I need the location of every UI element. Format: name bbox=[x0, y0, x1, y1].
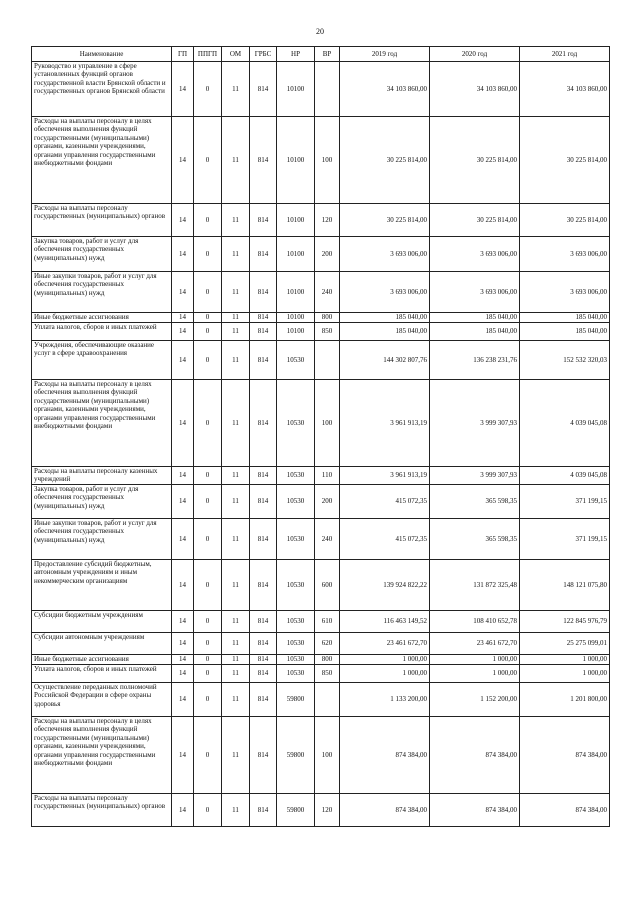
cell-gp: 14 bbox=[172, 380, 194, 467]
cell-2020: 185 040,00 bbox=[430, 313, 520, 323]
cell-2019: 415 072,35 bbox=[340, 519, 430, 560]
cell-2021: 874 384,00 bbox=[520, 717, 610, 794]
cell-2020: 185 040,00 bbox=[430, 323, 520, 341]
cell-grbs: 814 bbox=[250, 313, 277, 323]
cell-om: 11 bbox=[222, 117, 250, 204]
cell-ppgp: 0 bbox=[194, 683, 222, 717]
cell-2021: 3 693 006,00 bbox=[520, 237, 610, 272]
cell-vr: 100 bbox=[315, 117, 340, 204]
cell-2019: 1 000,00 bbox=[340, 655, 430, 665]
cell-gp: 14 bbox=[172, 794, 194, 827]
table-row bbox=[32, 665, 610, 683]
cell-gp: 14 bbox=[172, 519, 194, 560]
cell-2019: 3 961 913,19 bbox=[340, 380, 430, 467]
cell-2019: 139 924 822,22 bbox=[340, 560, 430, 611]
cell-2021: 4 039 045,08 bbox=[520, 467, 610, 485]
cell-ppgp: 0 bbox=[194, 237, 222, 272]
cell-nr: 10530 bbox=[277, 665, 315, 683]
cell-vr: 240 bbox=[315, 519, 340, 560]
cell-2021: 1 000,00 bbox=[520, 665, 610, 683]
cell-om: 11 bbox=[222, 519, 250, 560]
cell-vr bbox=[315, 62, 340, 117]
cell-grbs: 814 bbox=[250, 611, 277, 633]
cell-2019: 1 000,00 bbox=[340, 665, 430, 683]
cell-om: 11 bbox=[222, 633, 250, 655]
table-row bbox=[32, 117, 610, 204]
cell-grbs: 814 bbox=[250, 665, 277, 683]
cell-om: 11 bbox=[222, 204, 250, 237]
cell-2021: 148 121 075,80 bbox=[520, 560, 610, 611]
cell-vr: 200 bbox=[315, 485, 340, 519]
cell-2021: 152 532 320,03 bbox=[520, 341, 610, 380]
header-name: Наименование bbox=[32, 47, 172, 62]
cell-2019: 3 693 006,00 bbox=[340, 272, 430, 313]
cell-name: Расходы на выплаты персоналу казенных учреждений bbox=[32, 467, 172, 485]
table-row bbox=[32, 62, 610, 117]
table-row bbox=[32, 237, 610, 272]
cell-nr: 10530 bbox=[277, 380, 315, 467]
cell-om: 11 bbox=[222, 560, 250, 611]
cell-name: Иные закупки товаров, работ и услуг для обеспечения государственных (муниципальных) нужд bbox=[32, 519, 172, 560]
cell-nr: 10530 bbox=[277, 485, 315, 519]
cell-name: Расходы на выплаты персоналу государственных (муниципальных) органов bbox=[32, 204, 172, 237]
header-vr: ВР bbox=[315, 47, 340, 62]
budget-table bbox=[31, 46, 610, 827]
cell-nr: 10100 bbox=[277, 117, 315, 204]
cell-2021: 1 000,00 bbox=[520, 655, 610, 665]
cell-grbs: 814 bbox=[250, 237, 277, 272]
cell-2020: 874 384,00 bbox=[430, 717, 520, 794]
cell-om: 11 bbox=[222, 717, 250, 794]
cell-2021: 874 384,00 bbox=[520, 794, 610, 827]
cell-name: Расходы на выплаты персоналу государственных (муниципальных) органов bbox=[32, 794, 172, 827]
cell-name: Осуществление переданных полномочий Российской Федерации в сфере охраны здоровья bbox=[32, 683, 172, 717]
cell-2021: 185 040,00 bbox=[520, 313, 610, 323]
cell-om: 11 bbox=[222, 341, 250, 380]
cell-2020: 3 999 307,93 bbox=[430, 380, 520, 467]
cell-gp: 14 bbox=[172, 665, 194, 683]
cell-gp: 14 bbox=[172, 467, 194, 485]
table-row bbox=[32, 313, 610, 323]
cell-om: 11 bbox=[222, 794, 250, 827]
cell-ppgp: 0 bbox=[194, 665, 222, 683]
cell-vr: 800 bbox=[315, 313, 340, 323]
cell-om: 11 bbox=[222, 237, 250, 272]
cell-2019: 874 384,00 bbox=[340, 794, 430, 827]
cell-ppgp: 0 bbox=[194, 380, 222, 467]
table-row bbox=[32, 683, 610, 717]
cell-vr bbox=[315, 683, 340, 717]
cell-name: Руководство и управление в сфере установленных функций органов государственной власти Брянской области и государственных органов Брянской области bbox=[32, 62, 172, 117]
table-row bbox=[32, 717, 610, 794]
cell-vr: 850 bbox=[315, 323, 340, 341]
cell-2019: 3 961 913,19 bbox=[340, 467, 430, 485]
cell-nr: 10530 bbox=[277, 341, 315, 380]
cell-vr bbox=[315, 341, 340, 380]
cell-gp: 14 bbox=[172, 237, 194, 272]
cell-nr: 59800 bbox=[277, 794, 315, 827]
cell-gp: 14 bbox=[172, 611, 194, 633]
cell-2019: 30 225 814,00 bbox=[340, 204, 430, 237]
cell-2019: 23 461 672,70 bbox=[340, 633, 430, 655]
cell-gp: 14 bbox=[172, 341, 194, 380]
cell-gp: 14 bbox=[172, 717, 194, 794]
cell-2020: 874 384,00 bbox=[430, 794, 520, 827]
cell-om: 11 bbox=[222, 323, 250, 341]
table-row bbox=[32, 341, 610, 380]
cell-name: Расходы на выплаты персоналу в целях обеспечения выполнения функций государственными (муниципальными) органами, казенными учреждениями, органами управления государственными внебюджетными фондами bbox=[32, 380, 172, 467]
cell-2020: 365 598,35 bbox=[430, 519, 520, 560]
cell-2021: 371 199,15 bbox=[520, 519, 610, 560]
cell-grbs: 814 bbox=[250, 204, 277, 237]
cell-2019: 144 302 807,76 bbox=[340, 341, 430, 380]
cell-2020: 3 999 307,93 bbox=[430, 467, 520, 485]
cell-2020: 1 000,00 bbox=[430, 655, 520, 665]
table-row bbox=[32, 655, 610, 665]
cell-2021: 30 225 814,00 bbox=[520, 117, 610, 204]
cell-2021: 371 199,15 bbox=[520, 485, 610, 519]
cell-gp: 14 bbox=[172, 204, 194, 237]
cell-ppgp: 0 bbox=[194, 117, 222, 204]
cell-2019: 116 463 149,52 bbox=[340, 611, 430, 633]
cell-2019: 874 384,00 bbox=[340, 717, 430, 794]
cell-2020: 1 152 200,00 bbox=[430, 683, 520, 717]
cell-2020: 30 225 814,00 bbox=[430, 204, 520, 237]
header-grbs: ГРБС bbox=[250, 47, 277, 62]
cell-ppgp: 0 bbox=[194, 560, 222, 611]
cell-grbs: 814 bbox=[250, 794, 277, 827]
table-row bbox=[32, 633, 610, 655]
cell-2021: 4 039 045,08 bbox=[520, 380, 610, 467]
table-row bbox=[32, 485, 610, 519]
cell-vr: 120 bbox=[315, 794, 340, 827]
cell-grbs: 814 bbox=[250, 560, 277, 611]
cell-2020: 131 872 325,48 bbox=[430, 560, 520, 611]
table-row bbox=[32, 794, 610, 827]
page-number: 20 bbox=[316, 27, 324, 36]
cell-nr: 10530 bbox=[277, 611, 315, 633]
cell-grbs: 814 bbox=[250, 323, 277, 341]
cell-om: 11 bbox=[222, 62, 250, 117]
cell-2021: 30 225 814,00 bbox=[520, 204, 610, 237]
header-row bbox=[32, 47, 610, 62]
cell-name: Иные закупки товаров, работ и услуг для обеспечения государственных (муниципальных) нужд bbox=[32, 272, 172, 313]
cell-ppgp: 0 bbox=[194, 313, 222, 323]
cell-om: 11 bbox=[222, 665, 250, 683]
cell-vr: 800 bbox=[315, 655, 340, 665]
cell-2019: 185 040,00 bbox=[340, 313, 430, 323]
cell-2021: 1 201 800,00 bbox=[520, 683, 610, 717]
cell-name: Расходы на выплаты персоналу в целях обеспечения выполнения функций государственными (муниципальными) органами, казенными учреждениями, органами управления государственными внебюджетными фондами bbox=[32, 117, 172, 204]
table-body bbox=[32, 62, 610, 827]
cell-nr: 10530 bbox=[277, 467, 315, 485]
cell-nr: 10100 bbox=[277, 323, 315, 341]
cell-grbs: 814 bbox=[250, 117, 277, 204]
cell-nr: 10100 bbox=[277, 313, 315, 323]
cell-om: 11 bbox=[222, 485, 250, 519]
cell-2020: 30 225 814,00 bbox=[430, 117, 520, 204]
cell-2020: 23 461 672,70 bbox=[430, 633, 520, 655]
cell-vr: 620 bbox=[315, 633, 340, 655]
cell-vr: 200 bbox=[315, 237, 340, 272]
cell-name: Закупка товаров, работ и услуг для обеспечения государственных (муниципальных) нужд bbox=[32, 485, 172, 519]
table-row bbox=[32, 204, 610, 237]
cell-ppgp: 0 bbox=[194, 633, 222, 655]
cell-2019: 3 693 006,00 bbox=[340, 237, 430, 272]
cell-grbs: 814 bbox=[250, 519, 277, 560]
cell-nr: 10100 bbox=[277, 237, 315, 272]
cell-vr: 120 bbox=[315, 204, 340, 237]
cell-nr: 10530 bbox=[277, 633, 315, 655]
cell-om: 11 bbox=[222, 380, 250, 467]
table-row bbox=[32, 519, 610, 560]
cell-om: 11 bbox=[222, 272, 250, 313]
cell-vr: 240 bbox=[315, 272, 340, 313]
cell-ppgp: 0 bbox=[194, 272, 222, 313]
header-om: ОМ bbox=[222, 47, 250, 62]
cell-grbs: 814 bbox=[250, 341, 277, 380]
header-2020: 2020 год bbox=[430, 47, 520, 62]
cell-name: Расходы на выплаты персоналу в целях обеспечения выполнения функций государственными (муниципальными) органами, казенными учреждениями, органами управления государственными внебюджетными фондами bbox=[32, 717, 172, 794]
cell-ppgp: 0 bbox=[194, 794, 222, 827]
cell-2021: 3 693 006,00 bbox=[520, 272, 610, 313]
cell-name: Иные бюджетные ассигнования bbox=[32, 655, 172, 665]
cell-gp: 14 bbox=[172, 272, 194, 313]
cell-2021: 25 275 099,01 bbox=[520, 633, 610, 655]
cell-vr: 110 bbox=[315, 467, 340, 485]
table-row bbox=[32, 611, 610, 633]
cell-gp: 14 bbox=[172, 485, 194, 519]
cell-ppgp: 0 bbox=[194, 717, 222, 794]
cell-nr: 10530 bbox=[277, 655, 315, 665]
cell-2020: 108 410 652,78 bbox=[430, 611, 520, 633]
header-nr: НР bbox=[277, 47, 315, 62]
cell-nr: 59800 bbox=[277, 683, 315, 717]
cell-grbs: 814 bbox=[250, 485, 277, 519]
header-ppgp: ППГП bbox=[194, 47, 222, 62]
cell-vr: 100 bbox=[315, 717, 340, 794]
cell-2020: 1 000,00 bbox=[430, 665, 520, 683]
header-2019: 2019 год bbox=[340, 47, 430, 62]
cell-ppgp: 0 bbox=[194, 341, 222, 380]
cell-ppgp: 0 bbox=[194, 467, 222, 485]
cell-gp: 14 bbox=[172, 560, 194, 611]
cell-ppgp: 0 bbox=[194, 611, 222, 633]
cell-vr: 100 bbox=[315, 380, 340, 467]
cell-name: Учреждения, обеспечивающие оказание услуг в сфере здравоохранения bbox=[32, 341, 172, 380]
cell-om: 11 bbox=[222, 611, 250, 633]
cell-grbs: 814 bbox=[250, 380, 277, 467]
cell-ppgp: 0 bbox=[194, 204, 222, 237]
cell-2019: 1 133 200,00 bbox=[340, 683, 430, 717]
cell-2019: 185 040,00 bbox=[340, 323, 430, 341]
cell-vr: 600 bbox=[315, 560, 340, 611]
table-row bbox=[32, 380, 610, 467]
cell-gp: 14 bbox=[172, 313, 194, 323]
cell-ppgp: 0 bbox=[194, 485, 222, 519]
cell-gp: 14 bbox=[172, 62, 194, 117]
cell-2020: 136 238 231,76 bbox=[430, 341, 520, 380]
cell-name: Иные бюджетные ассигнования bbox=[32, 313, 172, 323]
cell-name: Предоставление субсидий бюджетным, автономным учреждениям и иным некоммерческим организациям bbox=[32, 560, 172, 611]
cell-grbs: 814 bbox=[250, 683, 277, 717]
cell-name: Субсидии автономным учреждениям bbox=[32, 633, 172, 655]
table-row bbox=[32, 560, 610, 611]
cell-ppgp: 0 bbox=[194, 62, 222, 117]
cell-name: Субсидии бюджетным учреждениям bbox=[32, 611, 172, 633]
cell-ppgp: 0 bbox=[194, 519, 222, 560]
cell-nr: 10100 bbox=[277, 204, 315, 237]
cell-nr: 10530 bbox=[277, 519, 315, 560]
cell-om: 11 bbox=[222, 467, 250, 485]
cell-grbs: 814 bbox=[250, 62, 277, 117]
cell-name: Уплата налогов, сборов и иных платежей bbox=[32, 323, 172, 341]
cell-ppgp: 0 bbox=[194, 323, 222, 341]
cell-2020: 365 598,35 bbox=[430, 485, 520, 519]
cell-om: 11 bbox=[222, 683, 250, 717]
cell-vr: 610 bbox=[315, 611, 340, 633]
cell-vr: 850 bbox=[315, 665, 340, 683]
cell-nr: 10530 bbox=[277, 560, 315, 611]
cell-2021: 34 103 860,00 bbox=[520, 62, 610, 117]
cell-gp: 14 bbox=[172, 117, 194, 204]
cell-2019: 415 072,35 bbox=[340, 485, 430, 519]
cell-gp: 14 bbox=[172, 655, 194, 665]
cell-2020: 3 693 006,00 bbox=[430, 237, 520, 272]
header-2021: 2021 год bbox=[520, 47, 610, 62]
cell-2019: 34 103 860,00 bbox=[340, 62, 430, 117]
cell-gp: 14 bbox=[172, 633, 194, 655]
cell-nr: 59800 bbox=[277, 717, 315, 794]
cell-om: 11 bbox=[222, 655, 250, 665]
cell-gp: 14 bbox=[172, 323, 194, 341]
cell-2021: 185 040,00 bbox=[520, 323, 610, 341]
cell-grbs: 814 bbox=[250, 272, 277, 313]
header-gp: ГП bbox=[172, 47, 194, 62]
table-row bbox=[32, 323, 610, 341]
cell-grbs: 814 bbox=[250, 655, 277, 665]
cell-2020: 3 693 006,00 bbox=[430, 272, 520, 313]
table-row bbox=[32, 467, 610, 485]
cell-grbs: 814 bbox=[250, 717, 277, 794]
cell-name: Закупка товаров, работ и услуг для обеспечения государственных (муниципальных) нужд bbox=[32, 237, 172, 272]
cell-nr: 10100 bbox=[277, 62, 315, 117]
cell-grbs: 814 bbox=[250, 467, 277, 485]
cell-2019: 30 225 814,00 bbox=[340, 117, 430, 204]
cell-2020: 34 103 860,00 bbox=[430, 62, 520, 117]
cell-grbs: 814 bbox=[250, 633, 277, 655]
cell-om: 11 bbox=[222, 313, 250, 323]
cell-name: Уплата налогов, сборов и иных платежей bbox=[32, 665, 172, 683]
cell-nr: 10100 bbox=[277, 272, 315, 313]
cell-2021: 122 845 976,79 bbox=[520, 611, 610, 633]
cell-gp: 14 bbox=[172, 683, 194, 717]
cell-ppgp: 0 bbox=[194, 655, 222, 665]
table-row bbox=[32, 272, 610, 313]
